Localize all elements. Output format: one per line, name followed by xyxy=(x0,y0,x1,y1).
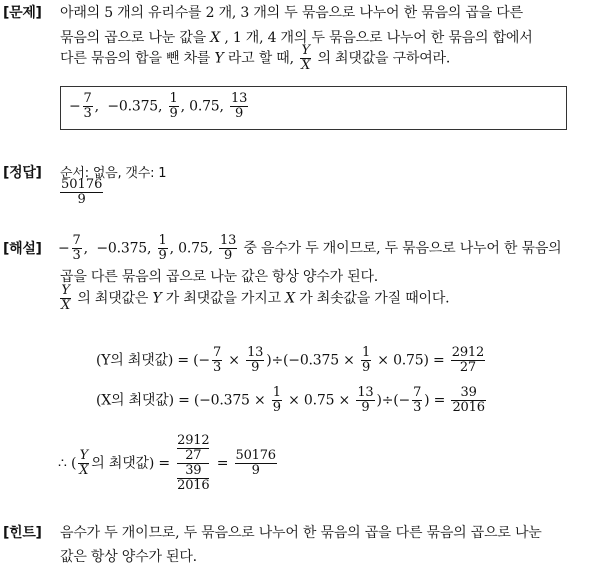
equation-x: (X의 최댓값) = (−0.375 × $\frac{1}{9}$ × 0.75 × $\frac{13}{9}$ )÷(− $\frac{7}{3}$ ) = $\frac{39}{2016}$ xyxy=(96,385,485,415)
values-list: − $\frac{7}{3}$ , −0.375, $\frac{1}{9}$ , 0.75, $\frac{13}{9}$ xyxy=(69,91,248,121)
final-equation: ∴ ( $\frac{Y}{X}$ 의 최댓값) = 2912 27 39 2016 = $\frac{50176}{9}$ xyxy=(58,433,276,493)
hint-line-2: 값은 항상 양수가 된다. xyxy=(60,549,197,565)
hint-tag: [힌트] xyxy=(3,525,42,541)
problem-line-2: 묶음의 곱으로 나눈 값을 X , 1 개, 4 개의 두 묶음으로 나누어 한 묶음의 합에서 xyxy=(60,30,533,46)
solution-line-1: − $\frac{7}{3}$ , −0.375, $\frac{1}{9}$ , 0.75, $\frac{13}{9}$ 중 음수가 두 개이므로, 두 묶음으로 나누어 한 묶음의 xyxy=(58,233,562,263)
compound-fraction: 2912 27 39 2016 xyxy=(177,433,210,493)
solution-tag: [해설] xyxy=(3,241,42,257)
problem-line-1: 아래의 5 개의 유리수를 2 개, 3 개의 두 묶음으로 나누어 한 묶음의 곱을 다른 xyxy=(60,5,523,21)
problem-line-3: 다른 묶음의 합을 뺀 차를 Y 라고 할 때, $\frac{Y}{X}$ 의 최댓값을 구하여라. xyxy=(60,43,451,73)
answer-line: 순서: 없음, 갯수: 1 xyxy=(60,166,167,181)
values-box xyxy=(60,86,567,130)
answer-fraction: $\frac{50176}{9}$ xyxy=(61,177,103,207)
answer-tag: [정답] xyxy=(3,165,42,181)
problem-tag: [문제] xyxy=(3,5,42,21)
hint-line-1: 음수가 두 개이므로, 두 묶음으로 나누어 한 묶음의 곱을 다른 묶음의 곱으로 나눈 xyxy=(60,525,542,541)
equation-y: (Y의 최댓값) = (− $\frac{7}{3}$ × $\frac{13}{9}$ )÷(−0.375 × $\frac{1}{9}$ × 0.75) = $\frac{2912}{27}$ xyxy=(96,345,485,375)
solution-line-3: $\frac{Y}{X}$ 의 최댓값은 Y 가 최댓값을 가지고 X 가 최솟값을 가질 때이다. xyxy=(61,283,450,313)
solution-line-2: 곱을 다른 묶음의 곱으로 나눈 값은 항상 양수가 된다. xyxy=(60,269,379,285)
